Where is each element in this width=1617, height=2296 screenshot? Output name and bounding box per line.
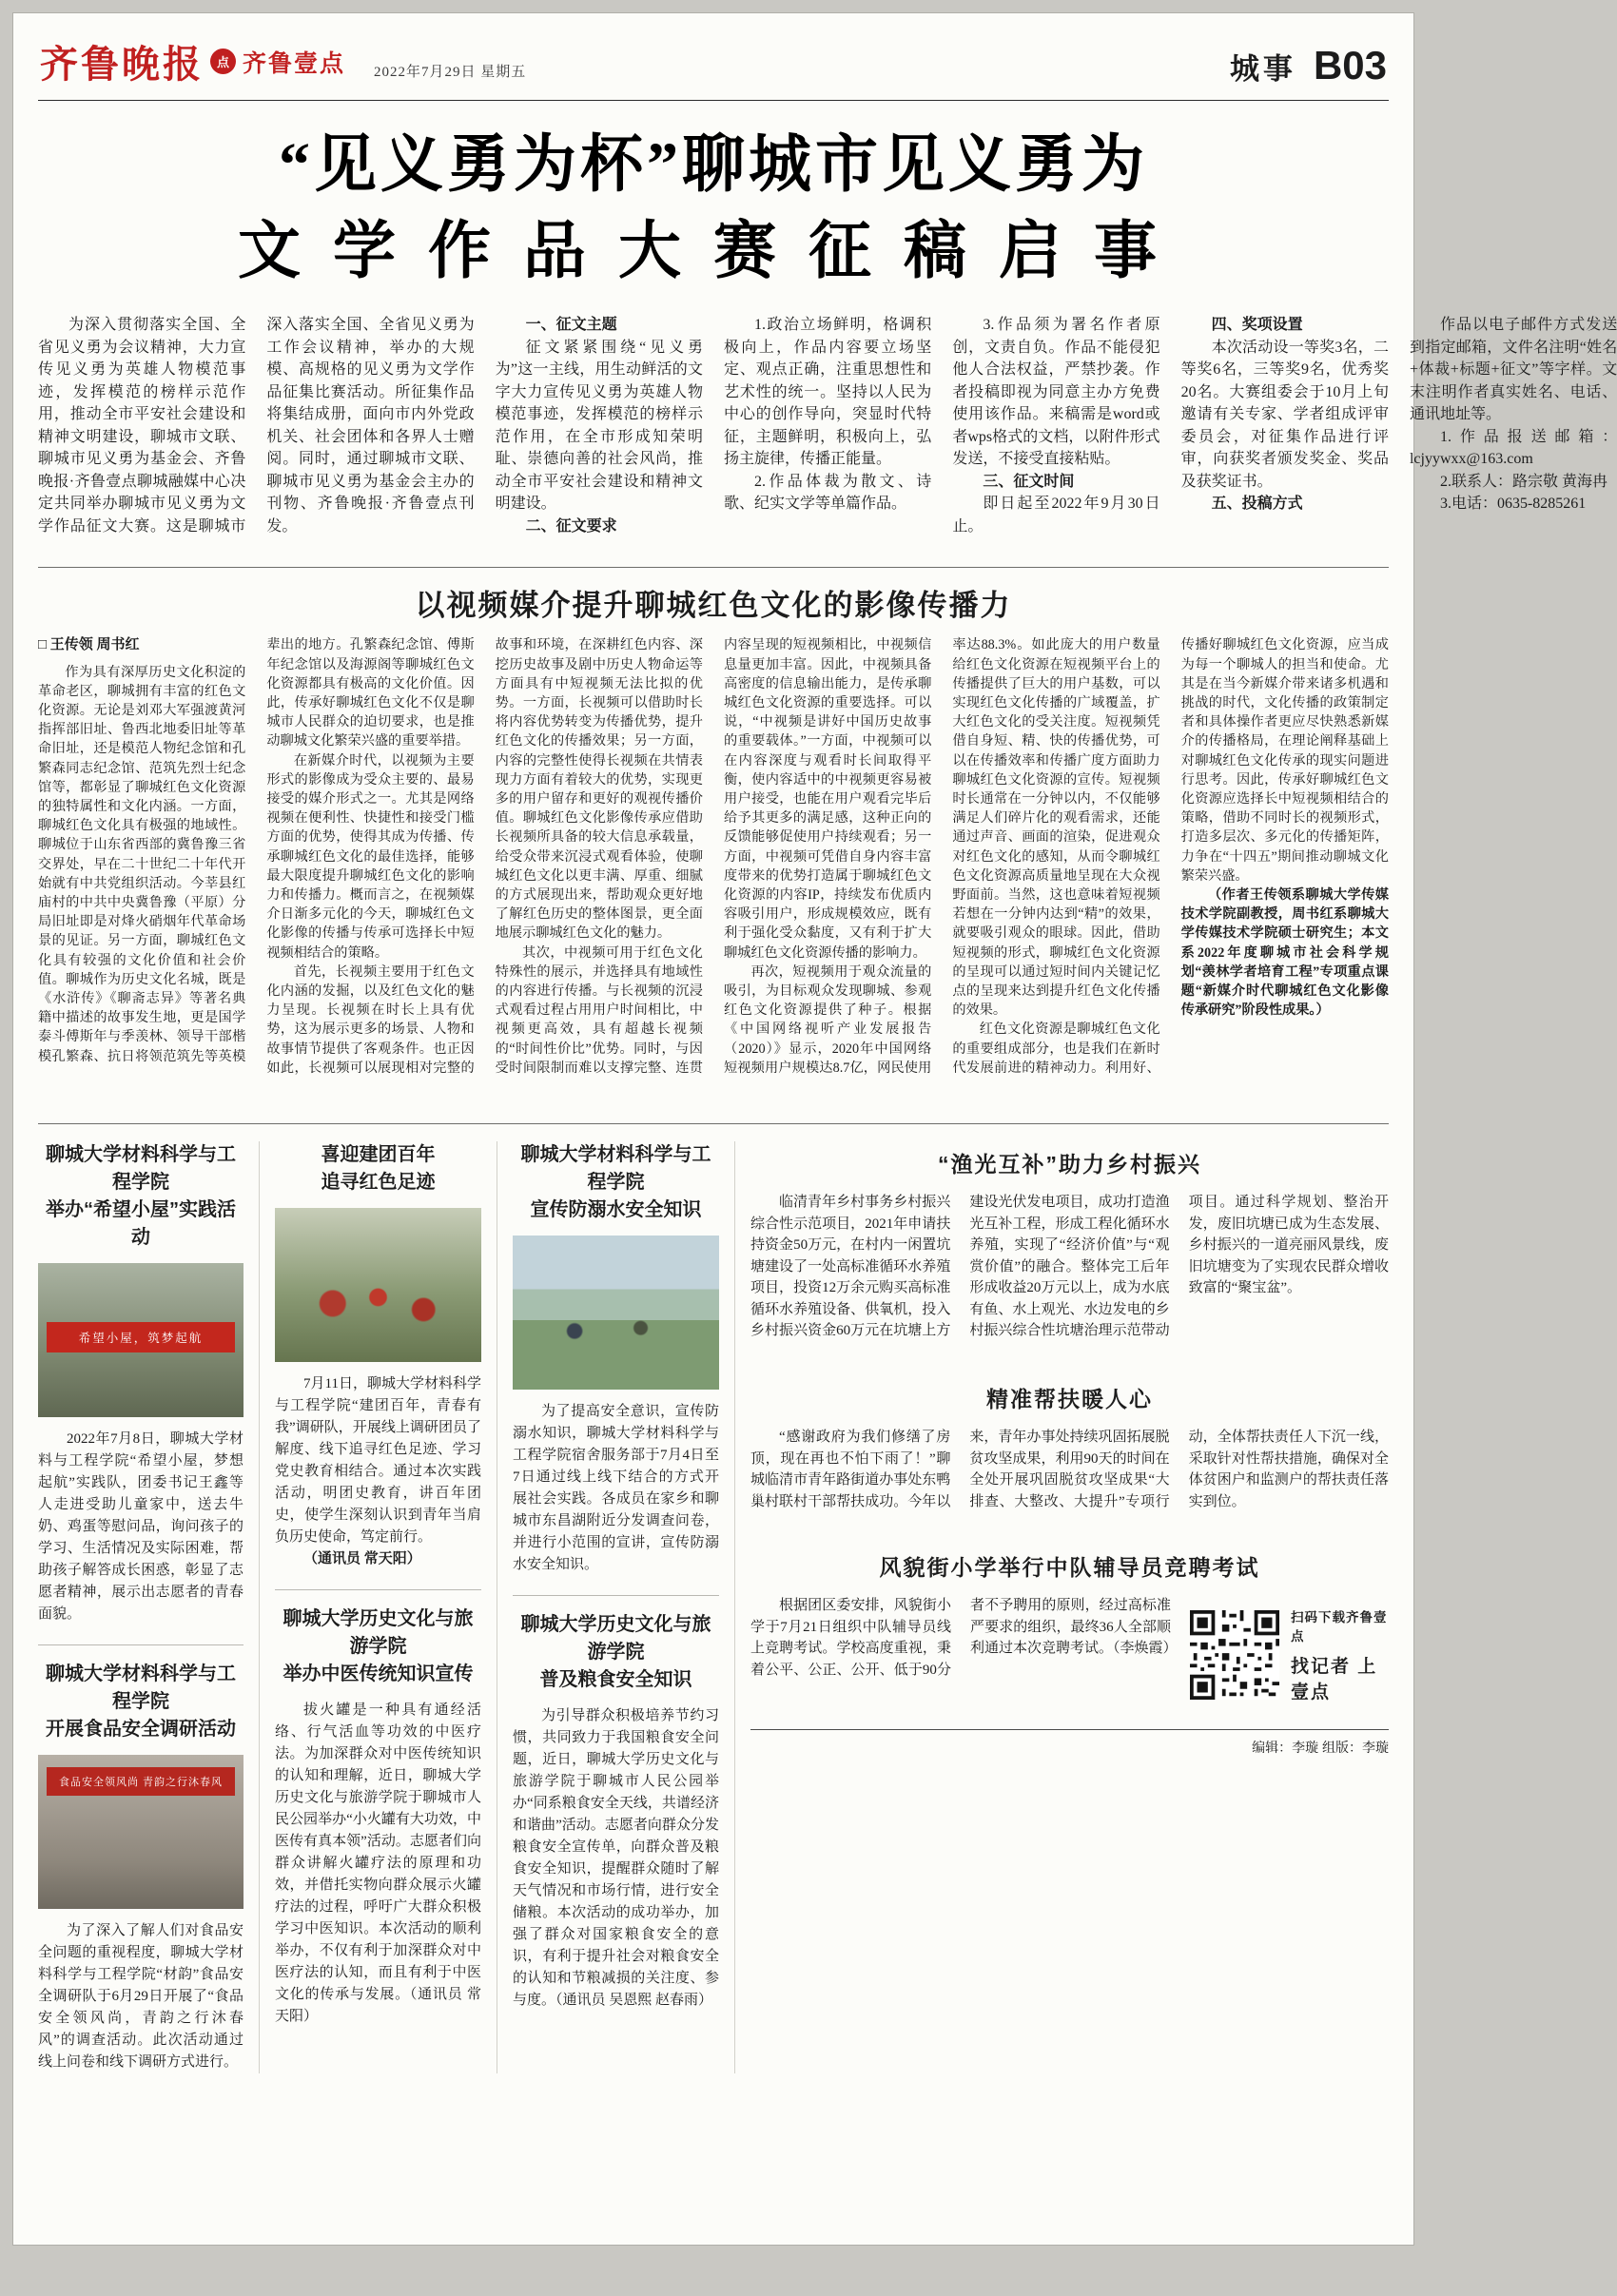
section-subhead: 五、投稿方式	[1211, 496, 1303, 513]
article-divider	[38, 1644, 244, 1645]
photo-food-survey	[38, 1755, 244, 1909]
section-subhead: 四、奖项设置	[1211, 317, 1303, 334]
publication-date: 2022年7月29日 星期五	[374, 65, 527, 80]
qr-text-block	[1291, 1606, 1389, 1703]
bottom-column-2	[259, 1141, 497, 2073]
qr-caption: 扫码下载齐鲁壹点	[1291, 1609, 1388, 1644]
section-block	[1230, 43, 1387, 88]
article-food-title	[38, 1661, 244, 1743]
paragraph: 作品以电子邮件方式发送到指定邮箱，文件名注明“姓名+体裁+标题+征文”等字样。文末注明作者真实姓名、电话、通讯地址等。	[1409, 317, 1617, 423]
masthead	[40, 34, 345, 88]
main-headline-line2: 文学作品大赛征稿启事	[238, 217, 1189, 287]
article-hope-body	[38, 1429, 244, 1625]
title-line: 宣传防溺水安全知识	[530, 1199, 702, 1221]
photo-banner-text: 希望小屋，筑梦起航	[47, 1322, 236, 1352]
paragraph: 为引导群众积极培养节约习惯，共同致力于我国粮食安全问题，近日，聊城大学历史文化与旅游学院于聊城市人民公园举办“同系粮食安全天线，共谱经济和谐曲”活动。志愿者向群众分发粮食安全宣传单，向群众普及粮食安全知识，提醒群众随时了解天气情况和市场行情，进行安全储粮。本次活动的成功举办，加强了群众对国家粮食安全的意识，有利于提升社会对粮食安全的认知和节粮减损的关注度、参与度。（通讯员 吴恩熙 赵春雨）	[513, 1708, 719, 2009]
paragraph: 再次，短视频用于观众流量的吸引，为目标观众发现聊城、参观红色文化资源提供了种子。根据《中国网络视听产业发展报告（2020）》显示，2020年中国网络短视频用户规模达8.7亿，网民使用率达88.3%。如此庞大的用户数量给红色文化资源在短视频平台上的传播提供了巨大的用户基数，可以实现红色文化传播的广域覆盖，扩大红色文化的受关注度。短视频凭借自身短、精、快的传播优势，可以在传播效率和传播广度方面助力聊城红色文化资源的宣传。短视频时长通常在一分钟以内，不仅能够满足人们碎片化的观看需求，还能通过声音、画面的渲染，促进观众对红色文化的感知，从而令聊城红色文化资源高质量地呈现在大众视野面前。当然，这也意味着短视频若想在一分钟内达到“精”的效果，就要吸引观众的眼球。因此，借助短视频的形式，聊城红色文化资源的呈现可以通过短时间内关键记忆点的呈现来达到提升红色文化传播的效果。	[723, 637, 1160, 1076]
article-league-body	[275, 1373, 481, 1570]
paragraph: 在新媒介时代，以视频为主要形式的影像成为受众主要的、最易接受的媒介形式之一。尤其是网络视频在便利性、快捷性和接受门槛方面的优势，使得其成为传播、传承聊城红色文化的最佳选择，能够最大限度提升聊城红色文化的影响力和传播力。概而言之，在视频媒介日渐多元化的今天，聊城红色文化影像的传播与传承可选择长中短视频相结合的策略。	[266, 752, 475, 961]
paragraph: 2.作品体裁为散文、诗歌、纪实文学等单篇作品。	[723, 473, 932, 513]
paragraph: （作者王传领系聊城大学传媒技术学院副教授，周书红系聊城大学传媒技术学院硕士研究生；本文系2022年度聊城市社会科学规划“羡林学者培育工程”专项重点课题“新媒介时代聊城红色文化影像传承研究”阶段性成果。）	[1180, 887, 1389, 1019]
main-article-body	[38, 314, 1617, 552]
masthead-subtitle: 齐鲁壹点	[243, 50, 346, 77]
paragraph: 3.作品须为署名作者原创，文责自负。作品不能侵犯他人合法权益，严禁抄袭。作者投稿即视为同意主办方免费使用该作品。来稿需是word或者wps格式的文档，以附件形式发送，不接受直接粘贴。	[952, 317, 1160, 468]
qr-code-icon	[1190, 1610, 1279, 1700]
article-grain-title	[513, 1611, 719, 1694]
article2-headline: 以视频媒介提升聊城红色文化的影像传播力	[415, 589, 1012, 623]
bottom-right-region	[734, 1141, 1389, 2073]
title-line: 举办中医传统知识宣传	[282, 1664, 474, 1685]
article2-body	[38, 635, 1389, 1108]
photo-hope-cottage	[38, 1263, 244, 1417]
paragraph: 本次活动设一等奖3名，二等奖6名，三等奖9名，优秀奖20名。大赛组委会于10月上旬邀请有关专家、学者组成评审委员会，对征集作品进行评审，向获奖者颁发奖金、奖品及获奖证书。	[1180, 339, 1389, 490]
article-fishlight-body	[750, 1192, 1389, 1372]
paragraph: 为了提高安全意识，宣传防溺水知识，聊城大学材料科学与工程学院宿舍服务部于7月4日至7日通过线上线下结合的方式开展社会实践。各成员在家乡和聊城市东昌湖附近分发调查问卷，并进行小范围的宣讲，宣传防溺水安全知识。	[513, 1404, 719, 1573]
article-divider	[513, 1595, 719, 1596]
editors-credit: 编辑：李璇 组版：李璇	[750, 1729, 1389, 1757]
section-divider	[38, 1123, 1389, 1124]
section-subhead: 二、征文要求	[525, 517, 617, 535]
bottom-section	[38, 1141, 1389, 2073]
article-school-exam-title: 风貌街小学举行中队辅导员竞聘考试	[879, 1555, 1260, 1581]
paragraph: 其次，中视频可用于红色文化特殊性的展示，并选择具有地域性的内容进行传播。与长视频的沉浸式观看过程占用用户时间相比，中视频更高效，具有超越长视频的“时间性价比”优势。同时，与因受时间限制而难以支撑完整、连贯内容呈现的短视频相比，中视频信息量更加丰富。因此，中视频具备高密度的信息输出能力，是传承聊城红色文化资源的重要选择。可以说，“中视频是讲好中国历史故事的重要载体。”一方面，中视频可以在内容深度与观看时长间取得平衡，使内容适中的中视频更容易被用户接受，也能在用户观看完毕后给予其更多的满足感，这种正向的反馈能够促使用户持续观看；另一方面，中视频可凭借自身内容丰富度带来的优势打造属于聊城红色文化资源的内容IP，持续发布优质内容吸引用户，形成规模效应，既有利于强化受众黏度，又有利于扩大聊城红色文化资源传播的影响力。	[495, 637, 932, 1076]
paragraph: 临清青年乡村事务乡村振兴综合性示范项目，2021年申请扶持资金50万元，在村内一闲置坑塘建设了一处高标准循环水养殖项目，投资12万余元购买高标准循环水养殖设备、供氧机，投入乡村振兴资金60万元在坑塘上方建设光伏发电项目，成功打造渔光互补工程，形成工程化循环水养殖，实现了“经济价值”与“观赏价值”的融合。整体完工后年形成收益20万元以上，成为水底有鱼、水上观光、水边发电的乡村振兴综合性坑塘治理示范带动项目。通过科学规划、整治开发，废旧坑塘已成为生态发展、乡村振兴的一道亮丽风景线，废旧坑塘变为了实现农民群众增收致富的“聚宝盆”。	[750, 1195, 1389, 1339]
page-header	[38, 27, 1389, 101]
bottom-column-1	[38, 1141, 259, 2073]
main-headline-line1: “见义勇为杯”聊城市见义勇为	[279, 130, 1148, 200]
title-line: 喜迎建团百年	[321, 1144, 436, 1166]
page-number: B03	[1313, 43, 1387, 88]
paragraph: 即日起至2022年9月30日止。	[952, 496, 1160, 535]
title-line: 聊城大学材料科学与工程学院	[46, 1664, 236, 1713]
article2-byline: □ 王传领 周书红	[38, 637, 140, 653]
article-league-title	[275, 1141, 481, 1197]
paragraph: 1.政治立场鲜明，格调积极向上，作品内容要立场坚定、观点正确，注重思想性和艺术性的统一。坚持以人民为中心的创作导向，突显时代特征，主题鲜明，积极向上，弘扬主旋律，传播正能量。	[723, 317, 932, 468]
article-fishlight	[750, 1147, 1389, 1372]
masthead-title: 齐鲁晚报	[40, 43, 204, 86]
article-tcm-title	[275, 1605, 481, 1688]
article-tcm-body	[275, 1700, 481, 2028]
paragraph: “感谢政府为我们修缮了房顶，现在再也不怕下雨了！”聊城临清市青年路街道办事处东鸭巢村联村干部帮扶成功。今年以来，青年办事处持续巩固拓展脱贫攻坚成果，利用90天的时间在全处开展巩固脱贫攻坚成果“大排查、大整改、大提升”专项行动，全体帮扶责任人下沉一线，采取针对性帮扶措施，确保对全体贫困户和监测户的帮扶责任落实到位。	[750, 1430, 1389, 1509]
section-name: 城事	[1229, 52, 1296, 86]
bottom-column-3	[497, 1141, 734, 2073]
article-school-exam	[750, 1550, 1389, 1714]
qr-slogan: 找记者 上壹点	[1291, 1656, 1378, 1703]
paragraph: 3.电话：0635-8285261	[1439, 496, 1587, 513]
article-hope-title	[38, 1141, 244, 1252]
school-exam-row	[750, 1595, 1389, 1714]
paragraph: 2.联系人：路宗敬 黄海冉	[1439, 473, 1607, 490]
paragraph: （通讯员 常天阳）	[303, 1551, 421, 1567]
paragraph: 首先，长视频主要用于红色文化内涵的发掘，以及红色文化的魅力呈现。长视频在时长上具有优势，这为展示更多的场景、人物和故事情节提供了客观条件。也正因如此，长视频可以展现相对完整的故事和环境，在深耕红色内容、深挖历史故事及剧中历史人物命运等方面具有中短视频无法比拟的优势。一方面，长视频可以借助时长将内容优势转变为传播优势，提升红色文化的传播效果；另一方面，内容的完整性使得长视频在共情表现力方面有着较大的优势，实现更多的用户留存和更好的观视传播价值。聊城红色文化影像传承应借助长视频所具备的较大信息承载量，给受众带来沉浸式观看体验，使聊城红色文化以更丰满、厚重、细腻的方式展现出来，帮助观众更好地了解红色历史的整体图景，更全面地展示聊城红色文化的魅力。	[266, 637, 703, 1076]
paragraph: 作为具有深厚历史文化积淀的革命老区，聊城拥有丰富的红色文化资源。无论是刘邓大军强渡黄河指挥部旧址、鲁西北地委旧址等革命旧址，还是模范人物纪念馆和孔繁森同志纪念馆、范筑先烈士纪念馆等，都彰显了聊城红色文化资源的独特属性和文化内涵。一方面，聊城红色文化具有极强的地域性。聊城位于山东省西部的冀鲁豫三省交界处，早在二十世纪二十年代开始就有中共党组织活动。今莘县红庙村的中共中央冀鲁豫（平原）分局旧址即是对烽火硝烟年代革命场景的见证。另一方面，聊城红色文化具有较强的文化价值和社会价值。聊城作为历史文化名城，既是《水浒传》《聊斋志异》等著名典籍中描述的故事发生地，更是国学泰斗傅斯年与季羡林、领导干部楷模孔繁森、抗日将领范筑先等英模辈出的地方。孔繁森纪念馆、傅斯年纪念馆以及海源阁等聊城红色文化资源都具有极高的文化价值。因此，传承好聊城红色文化不仅是聊城市人民群众的迫切要求，也是推动聊城文化繁荣兴盛的重要举措。	[38, 637, 475, 1064]
title-line: 聊城大学材料科学与工程学院	[46, 1144, 236, 1194]
title-line: 普及粮食安全知识	[539, 1669, 692, 1691]
qr-promo-box	[1190, 1595, 1389, 1714]
article-fishlight-title: “渔光互补”助力乡村振兴	[938, 1152, 1201, 1177]
article-drowning-title	[513, 1141, 719, 1224]
paragraph: 7月11日，聊城大学材料科学与工程学院“建团百年，青春有我”调研队，开展线上调研团员了解度、线下追寻红色足迹、学习党史教育相结合。通过本次实践活动，明团史教育，讲百年团史，使学生深刻认识到青年当肩负历史使命，笃定前行。	[275, 1376, 481, 1546]
title-line: 聊城大学历史文化与旅游学院	[282, 1608, 474, 1658]
article-drowning-body	[513, 1401, 719, 1576]
paragraph: 根据团区委安排，风貌街小学于7月21日组织中队辅导员线上竞聘考试。学校高度重视，秉着公平、公正、公开、低于90分者不予聘用的原则，经过高标准严要求的组织，最终36人全部顺利通过本次竞聘考试。（李焕霞）	[750, 1598, 1178, 1678]
paragraph: 2022年7月8日，聊城大学材料与工程学院“希望小屋，梦想起航”实践队，团委书记王鑫等人走进受助儿童家中，送去牛奶、鸡蛋等慰问品，询问孩子的学习、生活情况及实际困难，帮助孩子解答成长困惑，彰显了志愿者精神，展示出志愿者的青春面貌。	[38, 1431, 244, 1623]
article-poverty-relief-title: 精准帮扶暖人心	[986, 1387, 1153, 1412]
paragraph: 拔火罐是一种具有通经活络、行气活血等功效的中医疗法。为加深群众对中医传统知识的认知和理解，近日，聊城大学历史文化与旅游学院于聊城市人民公园举办“小火罐有大功效，中医传有真本领”活动。志愿者们向群众讲解火罐疗法的原理和功效，并借托实物向群众展示火罐疗法的过程，呼吁广大群众积极学习中医知识。本次活动的顺利举办，不仅有利于加深群众对中医疗法的认知，而且有利于中医文化的传承与发展。（通讯员 常天阳）	[275, 1703, 481, 2025]
section-subhead: 三、征文时间	[983, 473, 1075, 490]
paragraph: 红色文化资源是聊城红色文化的重要组成部分，也是我们在新时代发展前进的精神动力。利用好、传播好聊城红色文化资源，应当成为每一个聊城人的担当和使命。尤其是在当今新媒介带来诸多机遇和挑战的时代，文化传播的政策制定者和具体操作者更应尽快熟悉新媒介的传播格局，在理论阐释基础上对聊城红色文化传承的现实问题进行思考。因此，传承好聊城红色文化资源应选择长中短视频相结合的策略，借助不同时长的视频形式，打造多层次、多元化的传播矩阵，力争在“十四五”期间推动聊城文化繁荣兴盛。	[952, 637, 1389, 1076]
masthead-dot-logo: 点	[210, 49, 236, 74]
paragraph: 为了深入了解人们对食品安全问题的重视程度，聊城大学材料科学与工程学院“材韵”食品安全调研队于6月29日开展了“食品安全领风尚，青韵之行沐春风”的调查活动。此次活动通过线上问卷和线下调研方式进行。	[38, 1923, 244, 2071]
newspaper-sheet	[12, 12, 1617, 2246]
article-poverty-relief	[750, 1382, 1389, 1541]
title-line: 聊城大学材料科学与工程学院	[520, 1144, 711, 1194]
paragraph: 征文紧紧围绕“见义勇为”这一主线，用生动鲜活的文字大力宣传见义勇为英雄人物模范事迹，发挥模范的榜样示范作用，在全市形成知荣明耻、崇德向善的社会风尚，推动全市平安社会建设和精神文明建设。	[495, 339, 703, 513]
section-subhead: 一、征文主题	[525, 317, 617, 334]
article-school-exam-body	[750, 1595, 1178, 1714]
title-line: 聊城大学历史文化与旅游学院	[520, 1614, 711, 1664]
article-grain-body	[513, 1705, 719, 2012]
photo-drowning-prevention	[513, 1236, 719, 1390]
photo-banner-text: 食品安全领风尚 青韵之行沐春风	[47, 1767, 236, 1796]
section-divider	[38, 567, 1389, 568]
title-line: 追寻红色足迹	[321, 1172, 436, 1194]
paragraph: 为深入贯彻落实全国、全省见义勇为会议精神，大力宣传见义勇为英雄人物模范事迹，发挥模范的榜样示范作用，推动全市平安社会建设和精神文明建设，聊城市文联、聊城市见义勇为基金会、齐鲁晚报·齐鲁壹点聊城融媒中心决定共同举办聊城市见义勇为文学作品征文大赛。这是聊城市深入落实全国、全省见义勇为工作会议精神，举办的大规模、高规格的见义勇为文学作品征集比赛活动。所征集作品将集结成册，面向市内外党政机关、社会团体和各界人士赠阅。同时，通过聊城市文联、聊城市见义勇为基金会主办的刊物、齐鲁晚报·齐鲁壹点刊发。	[38, 317, 475, 535]
article-food-body	[38, 1920, 244, 2073]
photo-league-centenary	[275, 1208, 481, 1362]
article-divider	[275, 1589, 481, 1590]
article2-text	[38, 635, 1389, 1078]
title-line: 举办“希望小屋”实践活动	[46, 1199, 236, 1249]
paragraph: 1.作品报送邮箱：lcjyywxx@163.com	[1409, 428, 1617, 468]
title-line: 开展食品安全调研活动	[46, 1719, 236, 1741]
article-poverty-relief-body	[750, 1427, 1389, 1541]
main-headline	[38, 127, 1389, 289]
